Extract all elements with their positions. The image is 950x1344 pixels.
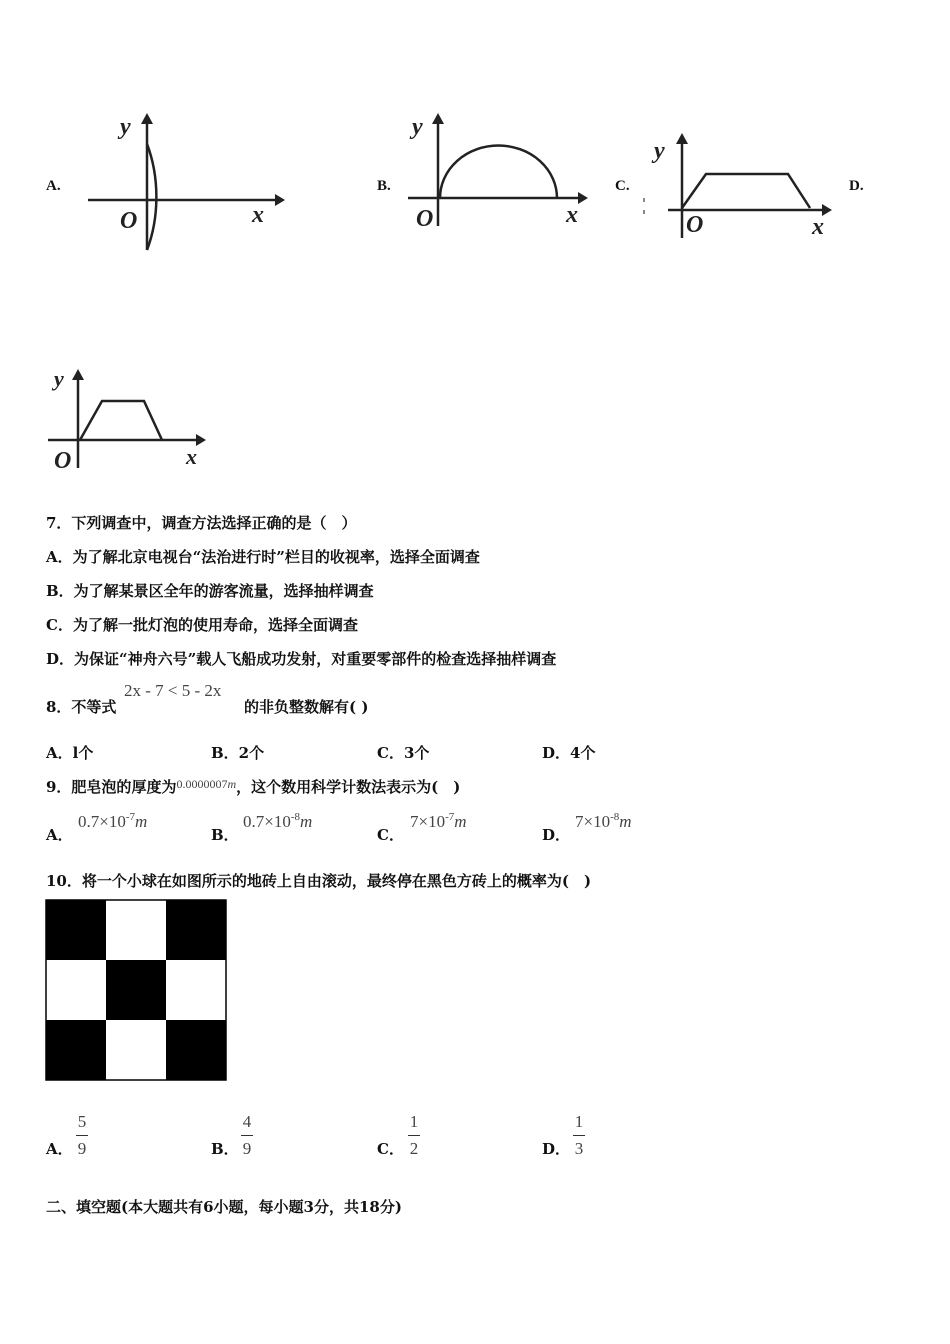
q10-option-c-label: C． [377, 1140, 404, 1158]
q9-option-a-label: A． [46, 826, 73, 844]
q10-option-b-label: B． [211, 1140, 239, 1158]
q7-option-a: A．为了解北京电视台“法治进行时”栏目的收视率，选择全面调查 [46, 548, 480, 566]
q6-graph-d [44, 362, 214, 474]
q9-option-b-label: B． [211, 826, 239, 844]
q9-option-d-value: $7\times 10^{-8}m$ [575, 811, 632, 831]
q9-value: 0.0000007m [176, 777, 237, 791]
q6-option-d-label: D. [849, 178, 864, 194]
white-tile [46, 960, 106, 1020]
q7-option-b: B．为了解某景区全年的游客流量，选择抽样调查 [46, 582, 374, 600]
q6a-y-label: y [120, 114, 131, 140]
q6d-origin-label: O [54, 448, 72, 474]
q10-option-a-label: A． [46, 1140, 73, 1158]
q10-option-d-label: D． [542, 1140, 571, 1158]
q8-option-c: C．3个 [377, 744, 430, 762]
q8-option-d: D．4个 [542, 744, 596, 762]
q6c-y-label: y [654, 138, 665, 164]
q6-option-b-label: B. [377, 178, 391, 194]
q9-option-d-label: D． [542, 826, 571, 844]
q6-option-a-label: A. [46, 178, 61, 194]
q10-option-c-fraction: 1 2 [409, 1112, 419, 1158]
white-tile [106, 900, 166, 960]
q6b-x-label: x [566, 202, 578, 228]
q10-option-a-fraction: 5 9 [77, 1112, 87, 1158]
q6d-x-label: x [186, 444, 197, 469]
q6-graph-b [400, 108, 595, 238]
black-tile [106, 960, 166, 1020]
q7-option-d: D．为保证“神舟六号”载人飞船成功发射，对重要零部件的检查选择抽样调查 [46, 650, 557, 668]
white-tile [106, 1020, 166, 1080]
black-tile [46, 1020, 106, 1080]
q9-stem [46, 776, 460, 797]
floor-tile-grid [45, 899, 228, 1081]
q6a-x-label: x [252, 202, 264, 228]
q6c-origin-label: O [686, 212, 704, 238]
q8-option-a: A．l个 [46, 744, 94, 762]
black-tile [166, 1020, 226, 1080]
q8-prefix: 8．不等式 [46, 698, 117, 716]
q10-stem: 10．将一个小球在如图所示的地砖上自由滚动，最终停在黑色方砖上的概率为( ) [46, 872, 592, 890]
q7-stem: 7．下列调查中，调查方法选择正确的是（ ） [46, 514, 357, 532]
q7-option-c: C．为了解一批灯泡的使用寿命，选择全面调查 [46, 616, 358, 634]
q9-option-b-value: $0.7\times 10^{-8}m$ [243, 811, 313, 831]
q6a-origin-label: O [120, 208, 138, 234]
q9-option-c-value: $7\times 10^{-7}m$ [410, 811, 467, 831]
q9-option-c-label: C． [377, 826, 404, 844]
q6c-x-label: x [812, 214, 824, 240]
q6b-y-label: y [412, 114, 423, 140]
black-tile [166, 900, 226, 960]
q8-inequality: 2x - 7 < 5 - 2x [124, 681, 222, 700]
q6-option-c-label: C. [615, 178, 630, 194]
white-tile [166, 960, 226, 1020]
q9-suffix: ，这个数用科学计数法表示为( ) [236, 778, 461, 796]
q8-option-b: B．2个 [211, 744, 265, 762]
q6d-y-label: y [54, 366, 64, 391]
q9-prefix: 9．肥皂泡的厚度为 [46, 778, 177, 796]
black-tile [46, 900, 106, 960]
q6-graph-a [80, 108, 290, 258]
q10-option-b-fraction: 4 9 [242, 1112, 252, 1158]
q6b-origin-label: O [416, 206, 434, 232]
q6-graph-c [640, 128, 840, 243]
q8-suffix: 的非负整数解有( ) [244, 698, 369, 716]
section-2-title: 二、填空题(本大题共有6小题，每小题3分，共18分) [46, 1198, 402, 1216]
q10-option-d-fraction: 1 3 [574, 1112, 584, 1158]
q9-option-a-value: $0.7\times 10^{-7}m$ [78, 811, 148, 831]
